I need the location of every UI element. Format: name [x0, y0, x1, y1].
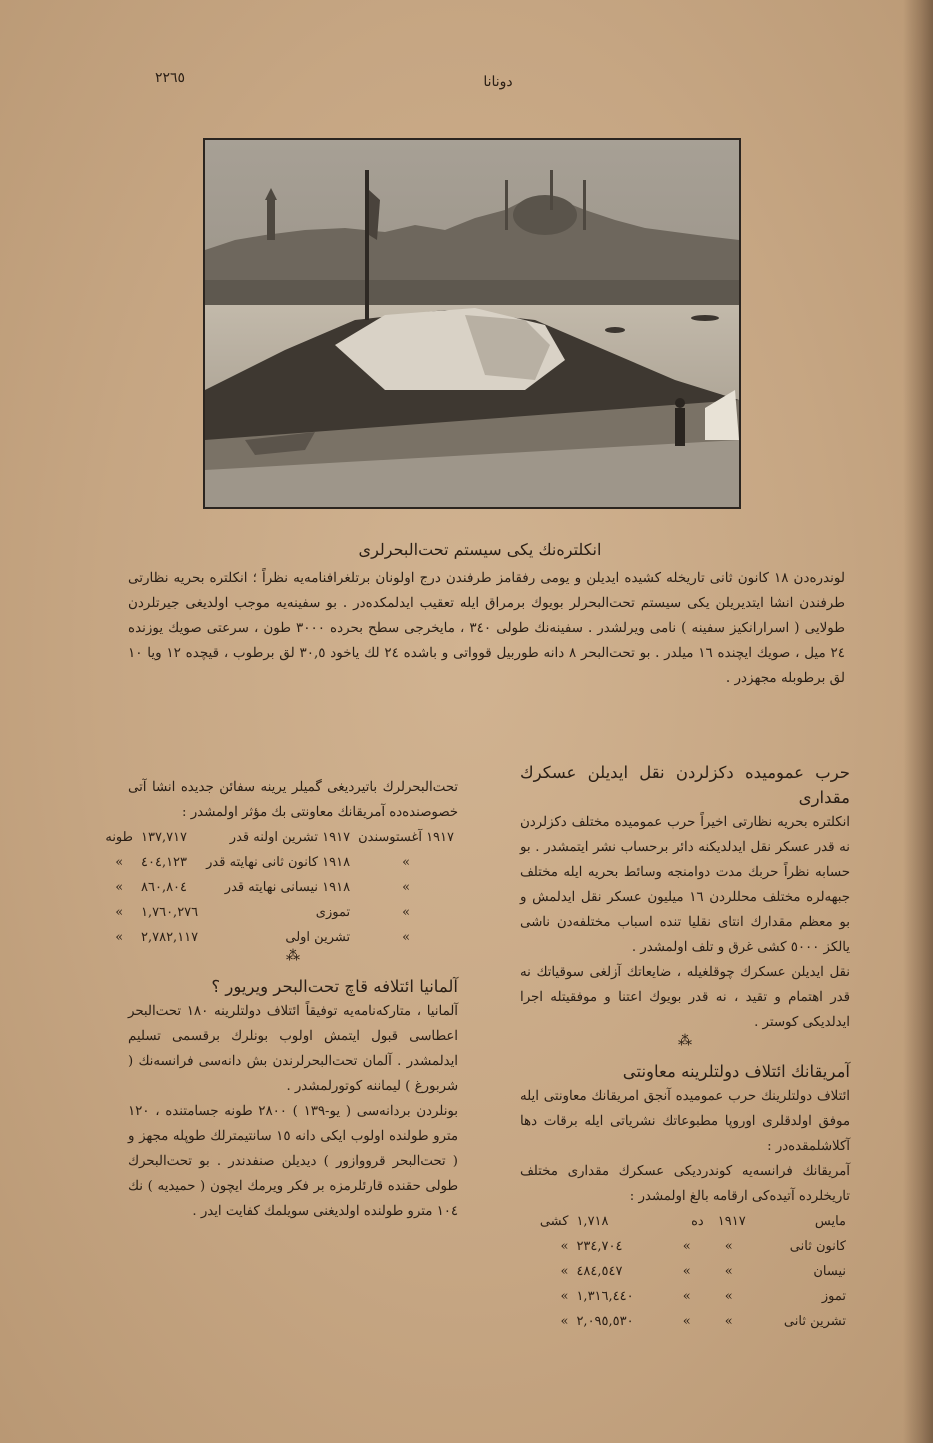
harbor-illustration — [205, 140, 739, 507]
tonnage-unit: طونه — [105, 830, 133, 845]
tonnage-from: » — [402, 880, 411, 895]
table-row — [520, 1309, 850, 1334]
tonnage-from: » — [402, 930, 411, 945]
tonnage-value: ٤٠٤,١٢٣ — [141, 855, 188, 870]
troops-suffix: » — [682, 1314, 691, 1329]
troops-year: » — [724, 1264, 733, 1279]
troops-value: ١,٣١٦,٤٤٠ — [576, 1289, 634, 1304]
tonnage-value: ١,٧٦٠,٢٧٦ — [141, 905, 199, 920]
tonnage-from: » — [402, 855, 411, 870]
tonnage-unit: » — [115, 880, 124, 895]
tonnage-from: » — [402, 905, 411, 920]
troops-year: » — [724, 1314, 733, 1329]
tonnage-from: ١٩١٧ آغستوسندن — [358, 830, 454, 845]
submarine-photo — [203, 138, 741, 509]
troops-month: مايس — [814, 1214, 846, 1229]
tonnage-table — [101, 825, 458, 950]
troops-year: » — [724, 1289, 733, 1304]
article-title-troops-transport: حرب عموميده دكزلردن نقل ايديلن عسكرك مقدارى — [520, 763, 850, 807]
page-header-title: دونانا — [483, 74, 513, 90]
troops-value: ٢,٠٩٥,٥٣٠ — [576, 1314, 634, 1329]
troops-unit: » — [560, 1239, 569, 1254]
table-row — [520, 1209, 850, 1234]
troops-value: ٢٣٤,٧٠٤ — [576, 1239, 623, 1254]
table-row — [101, 900, 458, 925]
article-paragraph: نقل ايديلن عسكرك چوقلغيله ، ضايعاتك آزلغى سوقياتك نه قدر اهتمام و تقيد ، نه قدر بويوك اعتنا و موفقيتله اجرا ايدلديكى كوستر . — [520, 965, 850, 1030]
troops-suffix: ده — [691, 1214, 704, 1229]
section-separator: ⁂ — [678, 1033, 692, 1049]
tonnage-to: تموزى — [315, 905, 351, 920]
troops-unit: كشى — [539, 1214, 569, 1229]
troops-value: ١,٧١٨ — [576, 1214, 609, 1229]
troops-month: تموز — [821, 1289, 846, 1304]
troops-suffix: » — [682, 1239, 691, 1254]
right-column — [520, 760, 850, 1334]
table-row — [520, 1284, 850, 1309]
table-row — [520, 1259, 850, 1284]
tonnage-value: ٢,٧٨٢,١١٧ — [141, 930, 199, 945]
tonnage-to: ١٩١٧ تشرين اولنه قدر — [229, 830, 351, 845]
article-paragraph: آلمانيا ، متاركه‌نامه‌يه توفيقاً ائتلاف دولتلرينه ١٨٠ تحت‌البحر اعطاسى قبول ايتمش اولوب بونلرك برقسمى تسليم ايدلمشدر . آلمان تحت‌البحرلرندن بش دانه‌سى فرانسه‌نك ( شربورغ ) ليماننه كوتورلمشدر . — [128, 1004, 458, 1094]
troops-value: ٤٨٤,٥٤٧ — [576, 1264, 623, 1279]
table-row — [101, 825, 458, 850]
table-row — [101, 850, 458, 875]
troops-unit: » — [560, 1314, 569, 1329]
tonnage-unit: » — [115, 905, 124, 920]
tonnage-unit: » — [115, 930, 124, 945]
caption-paragraph: لوندره‌دن ١٨ كانون ثانى تاريخله كشيده ايديلن و يومى رفقامز طرفندن درج اولونان برتلغرافنامه‌يه نظراً ؛ انكلتره بحريه نظارتى طرفندن انشا ايتديريلن يكى سيستم تحت‌البحرلر بويوك برمراق ايله تعقيب ايدلمكده‌در . بو سفينه‌يه موجب اولديغى جيرتلردن طولايى ( اسرارانكيز سفينه ) نامى ويرلشدر . سفينه‌نك طولى ٣٤٠ ، مايخرجى سطح بحرده ٣٠٠٠ طون ، سرعتى صويك يوزنده ٢٤ ميل ، صويك ايچنده ١٦ ميلدر . بو تحت‌البحر ٨ دانه طوربيل قوواتى و باشده ٢٤ لك ياخود ٣٠,٥ لق برطوب ، قيچده ١٢ ويا ١٠ لق برطوبله مجهزدر . — [128, 570, 845, 686]
table-row — [101, 875, 458, 900]
table-row — [101, 925, 458, 950]
troops-month: تشرين ثانى — [783, 1314, 846, 1329]
troops-month: نيسان — [813, 1264, 846, 1279]
tonnage-to: تشرين اولى — [285, 930, 351, 945]
troops-suffix: » — [682, 1289, 691, 1304]
article-title-german-submarines: آلمانيا ائتلافه قاچ تحت‌البحر ويريور ؟ — [211, 977, 458, 996]
troops-month: كانون ثانى — [789, 1239, 846, 1254]
article-title-american-aid: آمريقانك ائتلاف دولتلرينه معاونتى — [622, 1062, 850, 1081]
table-row — [520, 1234, 850, 1259]
troops-unit: » — [560, 1264, 569, 1279]
article-paragraph: آمريقانك فرانسه‌يه كوندرديكى عسكرك مقدارى مختلف تاريخلرده آتيده‌كى ارقامه بالغ اولمشدر : — [520, 1164, 850, 1204]
troops-year: » — [724, 1239, 733, 1254]
troops-unit: » — [560, 1289, 569, 1304]
tonnage-unit: » — [115, 855, 124, 870]
tonnage-to: ١٩١٨ كانون ثانى نهايته قدر — [206, 855, 351, 870]
article-paragraph: بونلردن بردانه‌سى ( يو-١٣٩ ) ٢٨٠٠ طونه جسامتنده ، ١٢٠ مترو طولنده اولوب ايكى دانه ١٥ سانتيمترلك طوپله مجهز و ( تحت‌البحر قرووازور ) ديديلن صنفدندر . بو تحت‌البحرك طولى حقنده قارئلرمزه بر فكر ويرمك ايچون ( حميديه ) نك ١٠٤ مترو طولنده اولديغنى سويلمك كفايت ايدر . — [128, 1104, 458, 1219]
photo-caption-title: انكلتره‌نك يكى سيستم تحت‌البحرلرى — [358, 540, 602, 559]
article-paragraph: تحت‌البحرلرك باتيرديغى گميلر يرينه سفائن جديده انشا آتى خصوصنده‌ده آمريقانك معاونتى بك مؤثر اولمشدر : — [128, 780, 458, 820]
troops-suffix: » — [682, 1264, 691, 1279]
troops-table — [520, 1209, 850, 1334]
left-column — [105, 775, 458, 1224]
binding-shadow — [903, 0, 933, 1443]
tonnage-value: ١٣٧,٧١٧ — [141, 830, 188, 845]
tonnage-to: ١٩١٨ نيسانى نهايته قدر — [224, 880, 351, 895]
section-separator: ⁂ — [286, 948, 300, 964]
article-paragraph: ائتلاف دولتلرينك حرب عموميده آنجق امريقانك معاونتى ايله موفق اولدقلرى اوروپا مطبوعاتك نشرياتى ايله برقات دها آكلاشلمقده‌در : — [520, 1089, 850, 1154]
troops-year: ١٩١٧ — [717, 1214, 746, 1229]
page-number: ٢٢٦٥ — [154, 70, 186, 86]
tonnage-value: ٨٦٠,٨٠٤ — [141, 880, 188, 895]
article-paragraph: انكلتره بحريه نظارتى اخيراً حرب عموميده مختلف دكزلردن نه قدر عسكر نقل ايدلديكنه دائر برحساب نشر ايتمشدر . بو حسابه نظراً حربك مدت دوامنجه وسائط بحريه ايله مختلف جبهه‌لره مختلف محللردن ١٦ ميليون عسكر نقل ايدلمش و بو معظم مقدارك انتاى نقليا تنده اسباب مختلفه‌دن ناشى يالكز ٥٠٠٠ كشى غرق و تلف اولمشدر . — [520, 815, 850, 955]
photo-caption-body — [128, 566, 845, 691]
